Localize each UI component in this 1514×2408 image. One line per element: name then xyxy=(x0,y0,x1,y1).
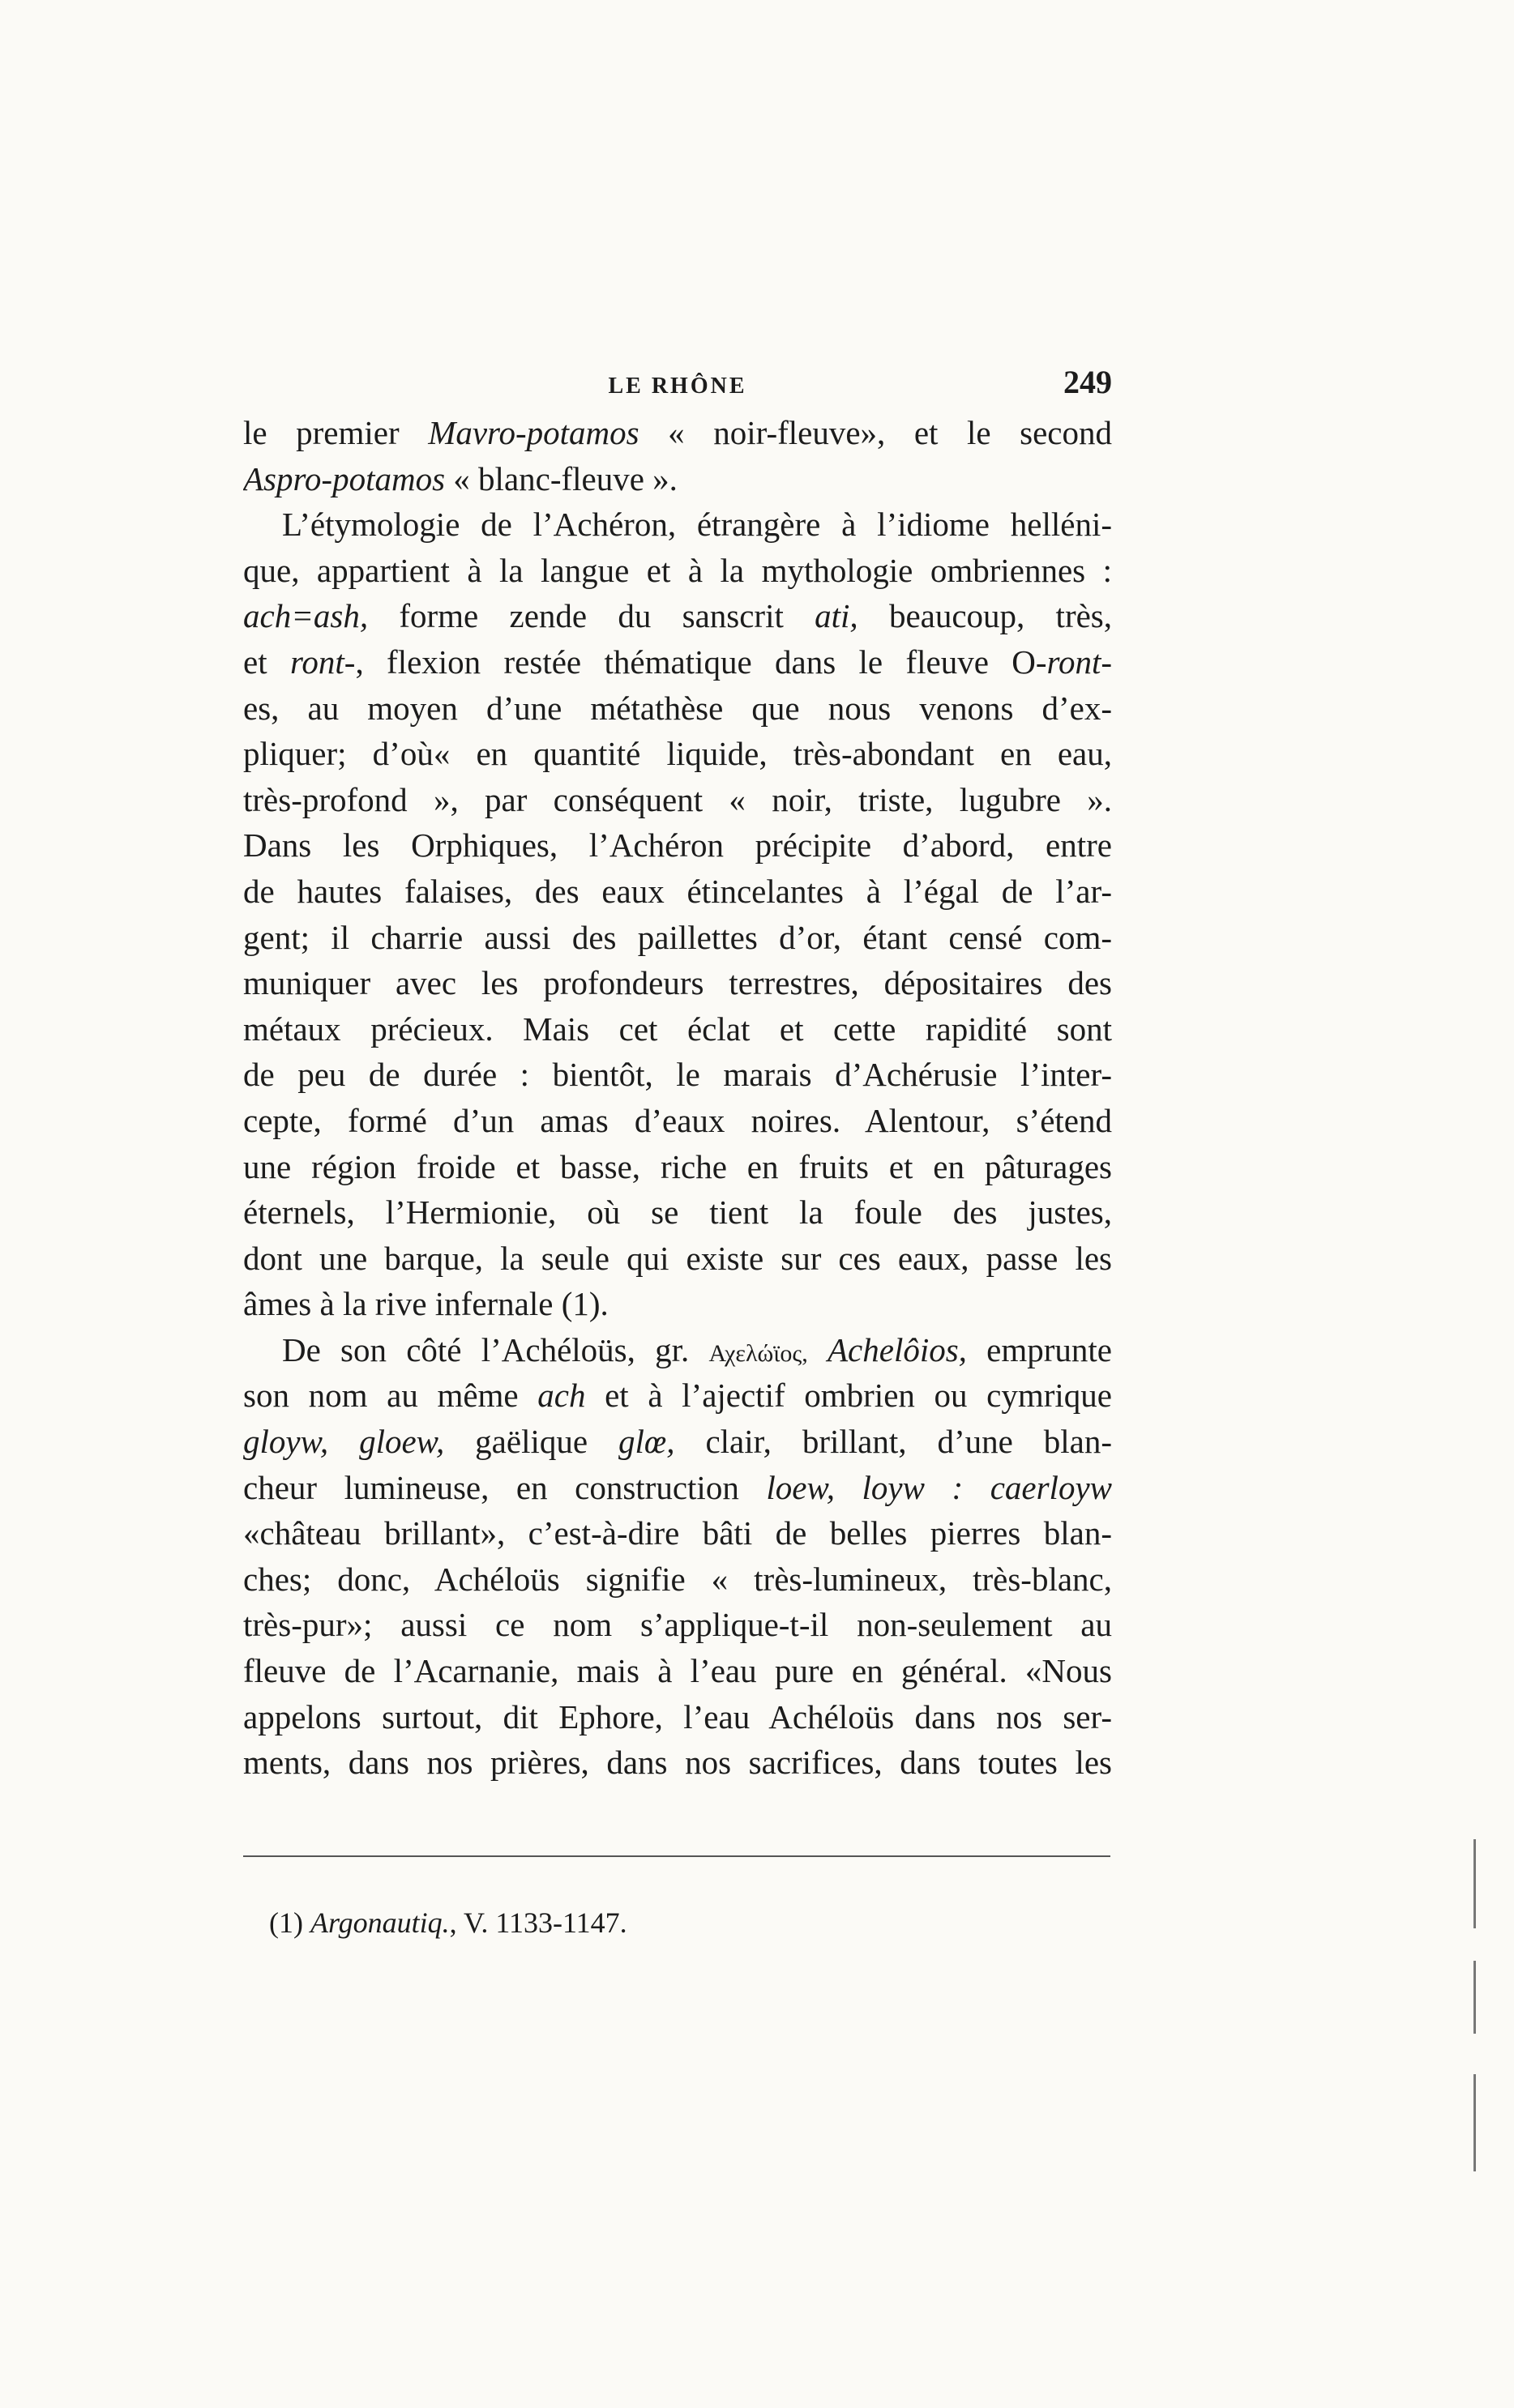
text-segment: âmes à la rive infernale (1). xyxy=(243,1285,609,1323)
text-line xyxy=(243,777,1112,823)
text-line xyxy=(243,1373,1112,1419)
text-line xyxy=(243,685,1112,732)
text-segment: pliquer; d’où« en quantité liquide, très-abondant en eau, xyxy=(243,735,1112,773)
text-segment: Dans les Orphiques, l’Achéron précipite d’abord, entre xyxy=(243,826,1112,865)
text-segment: très-pur»; aussi ce nom s’applique-t-il non-seulement au xyxy=(243,1606,1112,1644)
text-line xyxy=(243,1694,1112,1740)
page-number: 249 xyxy=(1063,364,1112,400)
text-segment: dont une barque, la seule qui existe sur ces eaux, passe les xyxy=(243,1239,1112,1277)
text-segment: très-profond », par conséquent « noir, triste, lugubre ». xyxy=(243,780,1112,818)
margin-scan-mark xyxy=(1473,1839,1476,1928)
text-segment: , flexion restée thématique dans le fleuve O- xyxy=(355,643,1047,681)
italic-term: ront- xyxy=(1046,643,1112,681)
text-segment: éternels, l’Hermionie, où se tient la foule des justes, xyxy=(243,1193,1112,1232)
text-segment: «château brillant», c’est-à-dire bâti de belles pierres blan- xyxy=(243,1514,1112,1552)
text-segment: de hautes falaises, des eaux étincelantes à l’égal de l’ar- xyxy=(243,872,1112,910)
italic-term: gloyw, gloew, xyxy=(243,1423,445,1461)
italic-term: ront- xyxy=(289,643,356,681)
text-line xyxy=(243,639,1112,685)
text-segment: es, au moyen d’une métathèse que nous venons d’ex- xyxy=(243,689,1112,727)
margin-scan-mark xyxy=(1473,2074,1476,2171)
text-segment: gent; il charrie aussi des paillettes d’or, étant censé com- xyxy=(243,918,1112,956)
text-segment: ments, dans nos prières, dans nos sacrifices, dans toutes les xyxy=(243,1744,1112,1782)
text-line xyxy=(243,1327,1112,1373)
text-line xyxy=(243,1098,1112,1144)
margin-scan-mark xyxy=(1473,1961,1476,2034)
body-text xyxy=(243,410,1112,1786)
text-segment: clair, brillant, d’une blan- xyxy=(674,1423,1112,1461)
text-line xyxy=(243,822,1112,869)
text-line xyxy=(243,1189,1112,1236)
text-segment: ches; donc, Achéloüs signifie « très-lumineux, très-blanc, xyxy=(243,1560,1112,1598)
footnote-reference: , V. 1133-1147. xyxy=(449,1906,627,1939)
text-line xyxy=(243,1052,1112,1098)
text-segment: cepte, formé d’un amas d’eaux noires. Alentour, s’étend xyxy=(243,1101,1112,1139)
text-segment: cheur lumineuse, en construction xyxy=(243,1468,767,1506)
text-line xyxy=(243,1465,1112,1511)
text-segment: « blanc-fleuve ». xyxy=(445,459,678,497)
italic-term: Aspro-potamos xyxy=(243,459,446,497)
text-line xyxy=(243,593,1112,639)
footnote-rule xyxy=(243,1855,1110,1857)
text-line xyxy=(243,1006,1112,1052)
italic-term: Achelôios, xyxy=(828,1330,967,1368)
text-line xyxy=(243,456,1112,502)
text-line xyxy=(243,915,1112,961)
italic-term: ach xyxy=(537,1377,586,1415)
text-line xyxy=(243,1419,1112,1465)
text-segment xyxy=(808,1331,828,1368)
text-segment: L’étymologie de l’Achéron, étrangère à l’idiome helléni- xyxy=(282,506,1112,544)
text-segment: métaux précieux. Mais cet éclat et cette rapidité sont xyxy=(243,1010,1112,1048)
text-line xyxy=(243,1556,1112,1603)
text-line xyxy=(243,1144,1112,1190)
text-line xyxy=(243,1510,1112,1556)
footnote-marker: (1) xyxy=(269,1906,303,1939)
running-header xyxy=(243,363,1112,401)
footnote-work: Argonautiq. xyxy=(310,1906,450,1939)
text-line xyxy=(243,548,1112,594)
text-segment: une région froide et basse, riche en fruits et en pâturages xyxy=(243,1147,1112,1185)
italic-term: ati, xyxy=(815,597,858,635)
italic-term: Mavro-potamos xyxy=(428,414,639,451)
text-segment: le premier xyxy=(243,414,429,451)
text-segment: gaëlique xyxy=(444,1423,618,1461)
text-line xyxy=(243,1740,1112,1786)
text-segment: son nom au même xyxy=(243,1377,538,1415)
text-segment: fleuve de l’Acarnanie, mais à l’eau pure en général. «Nous xyxy=(243,1652,1112,1690)
text-segment: « noir-fleuve», et le second xyxy=(639,414,1112,451)
running-title: LE RHÔNE xyxy=(608,374,747,399)
text-segment: et xyxy=(243,643,290,681)
text-segment: et à l’ajectif ombrien ou cymrique xyxy=(585,1377,1112,1415)
text-line xyxy=(243,1281,1112,1327)
text-segment: Αχελώϊος, xyxy=(708,1339,808,1367)
text-line xyxy=(243,731,1112,777)
text-line xyxy=(243,1236,1112,1282)
text-segment: de peu de durée : bientôt, le marais d’Achérusie l’inter- xyxy=(243,1056,1112,1094)
text-segment: De son côté l’Achéloüs, gr. xyxy=(282,1330,709,1368)
text-line xyxy=(243,410,1112,456)
text-line xyxy=(243,960,1112,1006)
footnote xyxy=(269,1906,627,1940)
text-line xyxy=(243,502,1112,548)
italic-term: ach=ash, xyxy=(243,597,369,635)
italic-term: glœ, xyxy=(618,1423,675,1461)
italic-term: loew, loyw : caerloyw xyxy=(766,1468,1112,1506)
text-line xyxy=(243,869,1112,915)
text-segment: appelons surtout, dit Ephore, l’eau Achéloüs dans nos ser- xyxy=(243,1697,1112,1736)
text-segment: que, appartient à la langue et à la mythologie ombriennes : xyxy=(243,551,1112,589)
text-segment: emprunte xyxy=(966,1330,1112,1368)
text-segment: forme zende du sanscrit xyxy=(368,597,815,635)
text-segment: muniquer avec les profondeurs terrestres, dépositaires des xyxy=(243,964,1112,1002)
text-line xyxy=(243,1602,1112,1648)
text-line xyxy=(243,1648,1112,1694)
text-segment: beaucoup, très, xyxy=(858,597,1112,635)
